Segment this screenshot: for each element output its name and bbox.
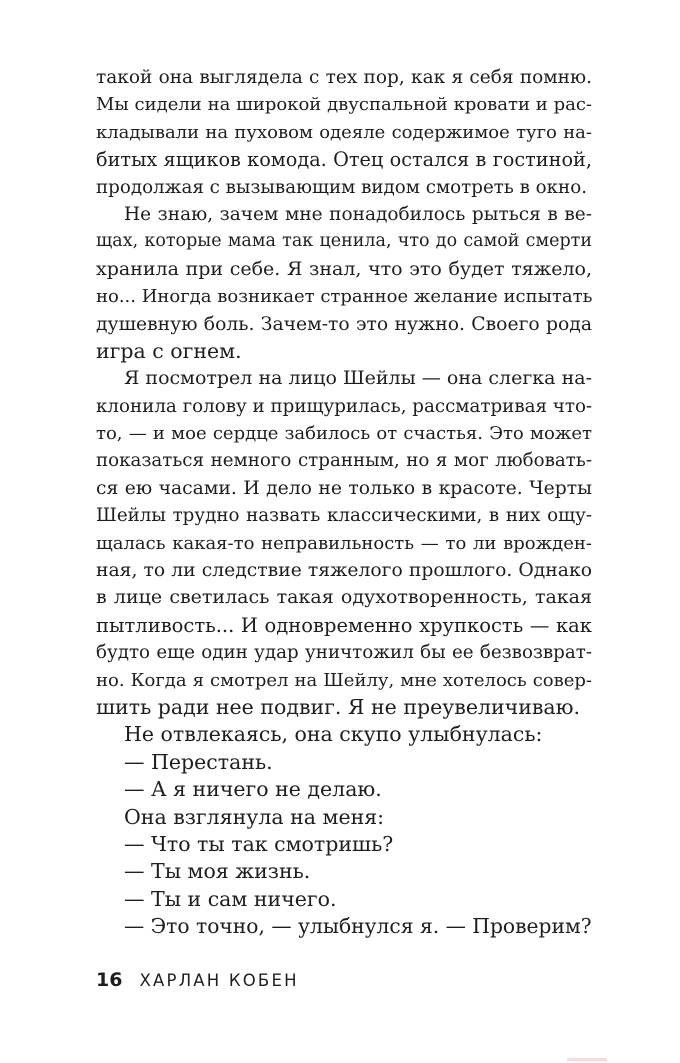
text-line: Шейлы трудно назвать классическими, в них ощу- (96, 505, 592, 527)
text-line: — А я ничего не делаю. (124, 777, 382, 802)
text-line: шить ради нее подвиг. Я не преувеличиваю. (96, 694, 581, 719)
text-line: хранила при себе. Я знал, что это будет тяжело, (96, 257, 592, 280)
text-line: но... Иногда возникает странное желание испытать (96, 286, 593, 308)
text-line: то, — и мое сердце забилось от счастья. Это может (96, 423, 592, 445)
page-footer (96, 967, 299, 993)
text-line: в лице светилась такая одухотворенность, такая (96, 586, 592, 609)
text-line: — Это точно, — улыбнулся я. — Проверим? (124, 914, 592, 939)
text-line: — Ты моя жизнь. (124, 859, 311, 884)
text-line: — Перестань. (124, 749, 273, 774)
text-line: ная, то ли следствие тяжелого прошлого. Однако (96, 560, 592, 582)
text-line: игра с огнем. (96, 338, 242, 363)
page-number: 16 (96, 969, 123, 991)
text-line: щалась какая-то неправильность — то ли врожден- (96, 532, 592, 554)
body-text (96, 64, 592, 941)
running-header-author: ХАРЛАН КОБЕН (139, 971, 299, 990)
text-line: — Что ты так смотришь? (124, 831, 394, 856)
text-line: но. Когда я смотрел на Шейлу, мне хотелось совер- (96, 669, 592, 691)
text-line: продолжая с вызывающим видом смотреть в окно. (96, 176, 588, 198)
text-line: пытливость... И одновременно хрупкость — как (96, 613, 592, 637)
text-line: щах, которые мама так ценила, что до самой смерти (96, 231, 592, 252)
text-line: Она взглянула на меня: (124, 804, 385, 829)
text-line: такой она выглядела с тех пор, как я себя помню. (96, 67, 592, 88)
text-line: кладывали на пуховом одеяле содержимое туго на- (96, 121, 592, 143)
text-line: ся ею часами. И дело не только в красоте. Черты (96, 477, 592, 499)
text-line: будто еще один удар уничтожил бы ее безвозврат- (96, 642, 592, 664)
text-line: Я посмотрел на лицо Шейлы — она слегка на- (124, 367, 592, 390)
scan-edge-mark (567, 1058, 607, 1061)
text-line: Мы сидели на широкой двуспальной кровати и рас- (96, 94, 592, 116)
text-line: показаться немного странным, но я мог любовать- (96, 450, 592, 472)
text-line: Не знаю, зачем мне понадобилось рыться в ве- (124, 203, 592, 225)
text-line: клонила голову и прищурилась, рассматривая что- (96, 395, 593, 417)
text-line: душевную боль. Зачем-то это нужно. Своего рода (96, 313, 592, 335)
text-line: — Ты и сам ничего. (124, 886, 337, 911)
text-line: битых ящиков комода. Отец остался в гостиной, (96, 148, 592, 172)
text-line: Не отвлекаясь, она скупо улыбнулась: (124, 722, 543, 747)
